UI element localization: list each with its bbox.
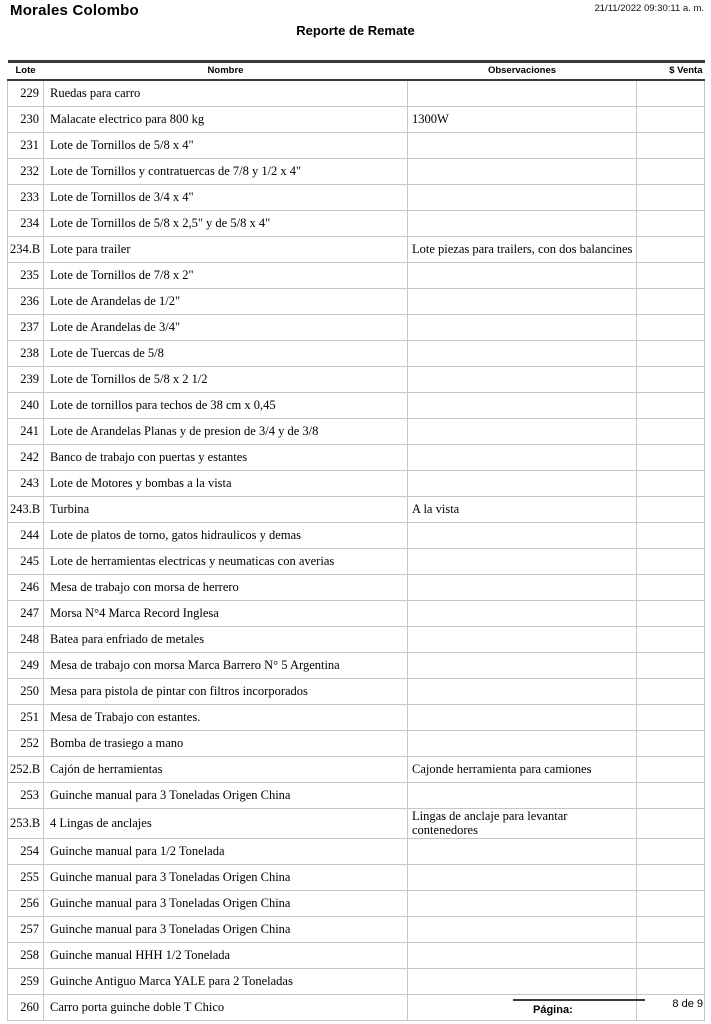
observaciones-cell (408, 891, 637, 917)
observaciones-cell (408, 783, 637, 809)
nombre-cell: Turbina (44, 497, 408, 523)
observaciones-cell (408, 341, 637, 367)
table-row (8, 497, 705, 523)
table-row (8, 315, 705, 341)
venta-cell (637, 549, 705, 575)
lote-cell: 254 (8, 839, 44, 865)
table-row (8, 341, 705, 367)
observaciones-cell (408, 865, 637, 891)
observaciones-cell (408, 393, 637, 419)
table-row (8, 419, 705, 445)
lote-cell: 243.B (8, 497, 44, 523)
table-row (8, 653, 705, 679)
venta-cell (637, 943, 705, 969)
lote-cell: 247 (8, 601, 44, 627)
table-row (8, 601, 705, 627)
observaciones-cell (408, 445, 637, 471)
table-row (8, 159, 705, 185)
nombre-cell: Lote de Tornillos de 5/8 x 2 1/2 (44, 367, 408, 393)
table-row (8, 80, 705, 107)
venta-cell (637, 839, 705, 865)
footer-page-value: 8 de 9 (672, 998, 703, 1010)
table-row (8, 705, 705, 731)
column-header-lote: Lote (8, 62, 44, 81)
venta-cell (637, 969, 705, 995)
table-row (8, 839, 705, 865)
table-row (8, 627, 705, 653)
venta-cell (637, 865, 705, 891)
observaciones-cell (408, 289, 637, 315)
table-row (8, 523, 705, 549)
lote-cell: 241 (8, 419, 44, 445)
observaciones-cell: Lingas de anclaje para levantar contenedores (408, 809, 637, 839)
nombre-cell: Lote de Tornillos de 5/8 x 4" (44, 133, 408, 159)
nombre-cell: Bomba de trasiego a mano (44, 731, 408, 757)
venta-cell (637, 289, 705, 315)
observaciones-cell (408, 419, 637, 445)
table-row (8, 367, 705, 393)
nombre-cell: Guinche manual para 3 Toneladas Origen China (44, 783, 408, 809)
observaciones-cell (408, 367, 637, 393)
nombre-cell: Lote de Tornillos de 5/8 x 2,5" y de 5/8 x 4" (44, 211, 408, 237)
lote-cell: 258 (8, 943, 44, 969)
venta-cell (637, 705, 705, 731)
nombre-cell: Lote de Arandelas de 3/4" (44, 315, 408, 341)
venta-cell (637, 419, 705, 445)
lote-cell: 234 (8, 211, 44, 237)
nombre-cell: Ruedas para carro (44, 80, 408, 107)
venta-cell (637, 445, 705, 471)
lote-cell: 240 (8, 393, 44, 419)
lote-cell: 233 (8, 185, 44, 211)
venta-cell (637, 601, 705, 627)
observaciones-cell: Lote piezas para trailers, con dos balancines (408, 237, 637, 263)
column-header-venta: $ Venta (637, 62, 705, 81)
nombre-cell: Lote de Arandelas Planas y de presion de 3/4 y de 3/8 (44, 419, 408, 445)
nombre-cell: Lote de Motores y bombas a la vista (44, 471, 408, 497)
observaciones-cell (408, 80, 637, 107)
lote-cell: 234.B (8, 237, 44, 263)
table-row (8, 185, 705, 211)
venta-cell (637, 917, 705, 943)
lote-cell: 246 (8, 575, 44, 601)
venta-cell (637, 107, 705, 133)
observaciones-cell (408, 159, 637, 185)
venta-cell (637, 679, 705, 705)
venta-cell (637, 393, 705, 419)
observaciones-cell: A la vista (408, 497, 637, 523)
table-row (8, 133, 705, 159)
lote-cell: 257 (8, 917, 44, 943)
venta-cell (637, 471, 705, 497)
venta-cell (637, 809, 705, 839)
table-row (8, 865, 705, 891)
table-row (8, 783, 705, 809)
observaciones-cell (408, 601, 637, 627)
lote-cell: 253.B (8, 809, 44, 839)
report-datetime: 21/11/2022 09:30:11 a. m. (594, 3, 704, 14)
observaciones-cell (408, 575, 637, 601)
venta-cell (637, 497, 705, 523)
nombre-cell: Lote de Arandelas de 1/2" (44, 289, 408, 315)
observaciones-cell (408, 549, 637, 575)
nombre-cell: Lote de platos de torno, gatos hidraulicos y demas (44, 523, 408, 549)
observaciones-cell (408, 653, 637, 679)
table-row (8, 731, 705, 757)
venta-cell (637, 523, 705, 549)
column-header-observaciones: Observaciones (408, 62, 637, 81)
observaciones-cell: 1300W (408, 107, 637, 133)
nombre-cell: Guinche manual para 3 Toneladas Origen China (44, 917, 408, 943)
observaciones-cell (408, 731, 637, 757)
table-row (8, 679, 705, 705)
observaciones-cell (408, 523, 637, 549)
venta-cell (637, 575, 705, 601)
table-row (8, 263, 705, 289)
observaciones-cell (408, 839, 637, 865)
nombre-cell: Malacate electrico para 800 kg (44, 107, 408, 133)
nombre-cell: Lote de Tornillos de 3/4 x 4" (44, 185, 408, 211)
observaciones-cell (408, 705, 637, 731)
table-row (8, 549, 705, 575)
nombre-cell: Mesa de trabajo con morsa de herrero (44, 575, 408, 601)
observaciones-cell (408, 185, 637, 211)
nombre-cell: Guinche manual para 1/2 Tonelada (44, 839, 408, 865)
table-row (8, 393, 705, 419)
lote-cell: 229 (8, 80, 44, 107)
observaciones-cell (408, 917, 637, 943)
observaciones-cell (408, 211, 637, 237)
venta-cell (637, 80, 705, 107)
table-row (8, 891, 705, 917)
observaciones-cell (408, 315, 637, 341)
nombre-cell: Mesa de trabajo con morsa Marca Barrero N° 5 Argentina (44, 653, 408, 679)
report-title: Reporte de Remate (296, 23, 415, 38)
lote-cell: 252 (8, 731, 44, 757)
nombre-cell: Mesa de Trabajo con estantes. (44, 705, 408, 731)
lote-cell: 232 (8, 159, 44, 185)
lots-table-body (8, 80, 705, 1021)
observaciones-cell (408, 263, 637, 289)
lots-table-header (8, 62, 705, 81)
lote-cell: 239 (8, 367, 44, 393)
nombre-cell: Lote de tornillos para techos de 38 cm x 0,45 (44, 393, 408, 419)
observaciones-cell: Cajonde herramienta para camiones (408, 757, 637, 783)
lote-cell: 231 (8, 133, 44, 159)
venta-cell (637, 133, 705, 159)
nombre-cell: Guinche manual para 3 Toneladas Origen China (44, 891, 408, 917)
venta-cell (637, 783, 705, 809)
lote-cell: 250 (8, 679, 44, 705)
lote-cell: 244 (8, 523, 44, 549)
venta-cell (637, 891, 705, 917)
venta-cell (637, 237, 705, 263)
table-row (8, 757, 705, 783)
company-name: Morales Colombo (10, 2, 139, 19)
lote-cell: 242 (8, 445, 44, 471)
column-header-nombre: Nombre (44, 62, 408, 81)
nombre-cell: Lote de Tornillos de 7/8 x 2" (44, 263, 408, 289)
lote-cell: 249 (8, 653, 44, 679)
nombre-cell: Lote para trailer (44, 237, 408, 263)
lote-cell: 245 (8, 549, 44, 575)
lote-cell: 235 (8, 263, 44, 289)
header-row (8, 62, 705, 81)
venta-cell (637, 211, 705, 237)
nombre-cell: Batea para enfriado de metales (44, 627, 408, 653)
observaciones-cell (408, 943, 637, 969)
lote-cell: 251 (8, 705, 44, 731)
lote-cell: 230 (8, 107, 44, 133)
nombre-cell: Mesa para pistola de pintar con filtros incorporados (44, 679, 408, 705)
venta-cell (637, 263, 705, 289)
lote-cell: 237 (8, 315, 44, 341)
nombre-cell: Morsa N°4 Marca Record Inglesa (44, 601, 408, 627)
venta-cell (637, 367, 705, 393)
lote-cell: 259 (8, 969, 44, 995)
nombre-cell: Guinche manual HHH 1/2 Tonelada (44, 943, 408, 969)
observaciones-cell (408, 627, 637, 653)
table-row (8, 445, 705, 471)
venta-cell (637, 315, 705, 341)
lote-cell: 252.B (8, 757, 44, 783)
footer-rule (513, 999, 645, 1001)
table-row (8, 969, 705, 995)
observaciones-cell (408, 133, 637, 159)
observaciones-cell (408, 471, 637, 497)
venta-cell (637, 185, 705, 211)
lote-cell: 256 (8, 891, 44, 917)
venta-cell (637, 757, 705, 783)
nombre-cell: Carro porta guinche doble T Chico (44, 995, 408, 1021)
observaciones-cell (408, 679, 637, 705)
nombre-cell: Lote de Tuercas de 5/8 (44, 341, 408, 367)
footer-page-label: Página: (533, 1004, 573, 1016)
table-row (8, 211, 705, 237)
lote-cell: 255 (8, 865, 44, 891)
nombre-cell: Guinche Antiguo Marca YALE para 2 Toneladas (44, 969, 408, 995)
table-row (8, 917, 705, 943)
venta-cell (637, 341, 705, 367)
lote-cell: 238 (8, 341, 44, 367)
venta-cell (637, 653, 705, 679)
table-row (8, 289, 705, 315)
table-row (8, 809, 705, 839)
venta-cell (637, 159, 705, 185)
nombre-cell: Lote de herramientas electricas y neumaticas con averias (44, 549, 408, 575)
nombre-cell: Cajón de herramientas (44, 757, 408, 783)
observaciones-cell (408, 969, 637, 995)
nombre-cell: 4 Lingas de anclajes (44, 809, 408, 839)
table-row (8, 943, 705, 969)
nombre-cell: Banco de trabajo con puertas y estantes (44, 445, 408, 471)
nombre-cell: Lote de Tornillos y contratuercas de 7/8 y 1/2 x 4" (44, 159, 408, 185)
lote-cell: 260 (8, 995, 44, 1021)
nombre-cell: Guinche manual para 3 Toneladas Origen China (44, 865, 408, 891)
venta-cell (637, 627, 705, 653)
table-row (8, 471, 705, 497)
table-row (8, 107, 705, 133)
lots-table (7, 60, 705, 1021)
lote-cell: 236 (8, 289, 44, 315)
lote-cell: 243 (8, 471, 44, 497)
table-row (8, 575, 705, 601)
lote-cell: 248 (8, 627, 44, 653)
table-row (8, 237, 705, 263)
venta-cell (637, 731, 705, 757)
lote-cell: 253 (8, 783, 44, 809)
